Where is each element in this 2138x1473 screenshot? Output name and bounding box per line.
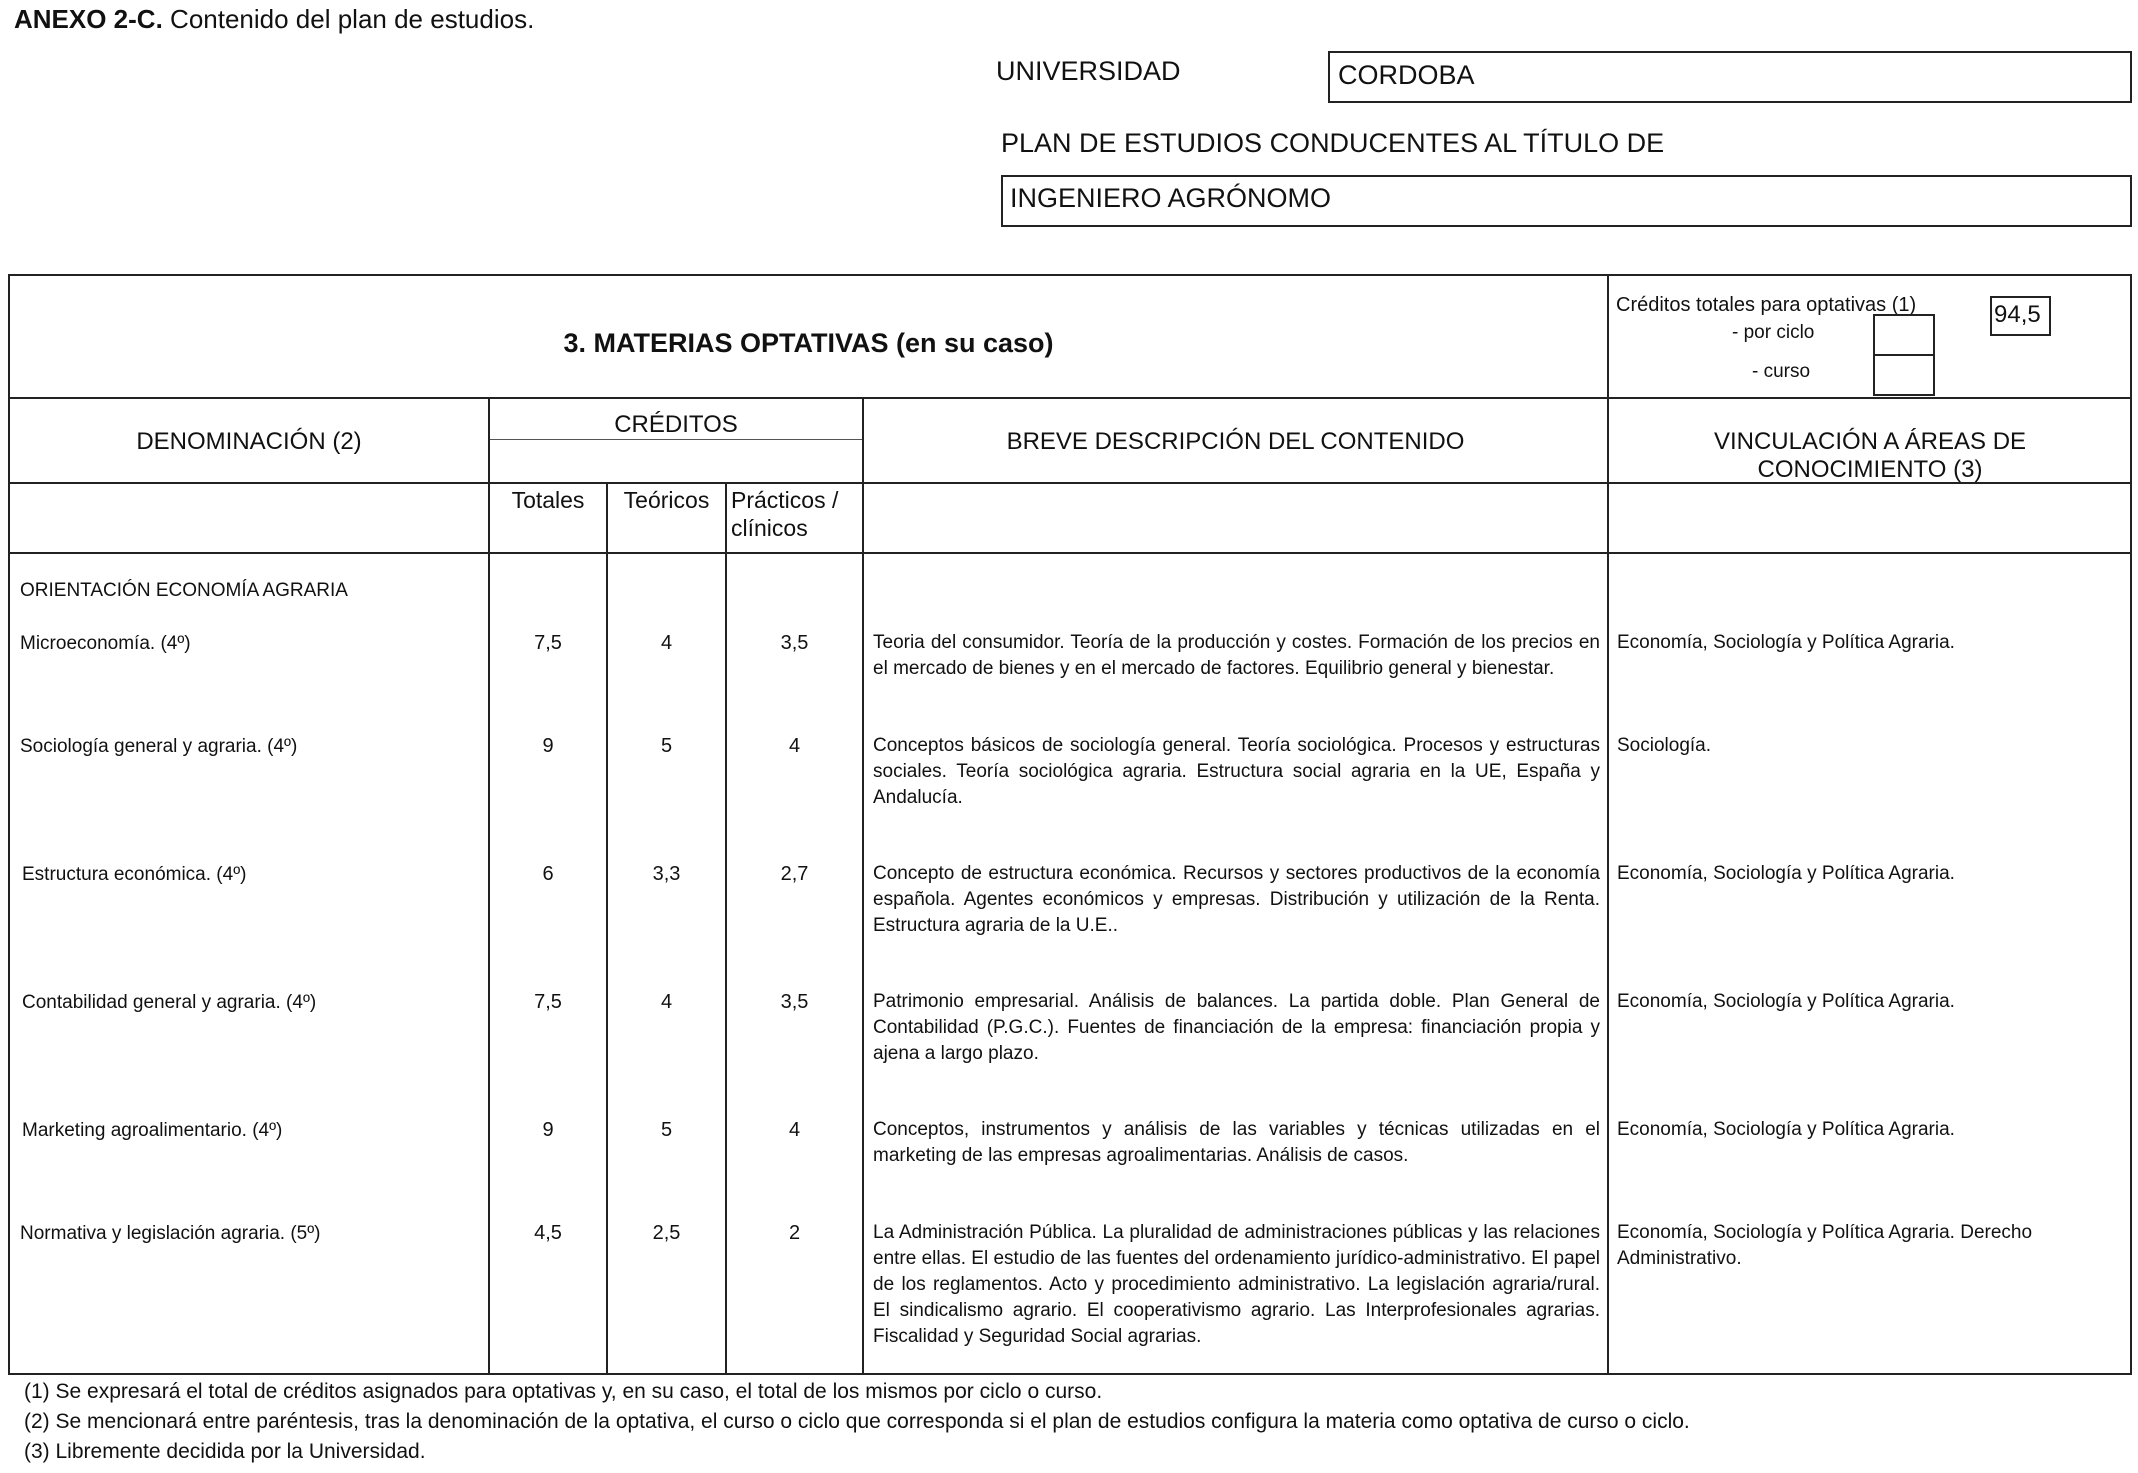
credits-teoricos: 4 bbox=[660, 991, 673, 1013]
knowledge-area: Economía, Sociología y Política Agraria. bbox=[1617, 632, 1955, 653]
credits-total-value: 94,5 bbox=[1994, 301, 2041, 328]
credits-teoricos: 4 bbox=[660, 632, 673, 654]
credits-teoricos: 5 bbox=[660, 735, 673, 757]
degree-value: INGENIERO AGRÓNOMO bbox=[1010, 183, 1332, 213]
group-label: ORIENTACIÓN ECONOMÍA AGRARIA bbox=[20, 580, 348, 601]
footnote-1: (1) Se expresará el total de créditos asignados para optativas y, en su caso, el total de los mismos por ciclo o curso. bbox=[24, 1380, 1103, 1403]
credits-practicos: 2 bbox=[788, 1222, 801, 1244]
credits-teoricos: 3,3 bbox=[652, 863, 681, 885]
table-rule bbox=[8, 397, 2132, 399]
knowledge-area: Economía, Sociología y Política Agraria. Derecho Administrativo. bbox=[1617, 1222, 2033, 1269]
credits-totales: 9 bbox=[542, 1119, 554, 1141]
annex-text: Contenido del plan de estudios. bbox=[162, 4, 535, 34]
university-label: UNIVERSIDAD bbox=[996, 56, 1181, 86]
subject-name: Microeconomía. (4º) bbox=[20, 633, 191, 654]
knowledge-area: Economía, Sociología y Política Agraria. bbox=[1617, 991, 1955, 1012]
credits-practicos: 3,5 bbox=[780, 991, 809, 1013]
plan-label: PLAN DE ESTUDIOS CONDUCENTES AL TÍTULO DE bbox=[1001, 128, 1665, 158]
table-rule bbox=[8, 552, 2132, 554]
per-course-label: - curso bbox=[1752, 361, 1811, 382]
credits-teoricos: 5 bbox=[660, 1119, 673, 1141]
per-cycle-label: - por ciclo bbox=[1732, 322, 1815, 343]
subject-description: Patrimonio empresarial. Análisis de balances. La partida doble. Plan General de Contabilidad (P.G.C.). Fuentes de financiación de la empresa: financiación propia y ajena a largo plazo. bbox=[873, 991, 1600, 1064]
knowledge-area: Economía, Sociología y Política Agraria. bbox=[1617, 1119, 1955, 1140]
footnote-2: (2) Se mencionará entre paréntesis, tras la denominación de la optativa, el curso o ciclo que corresponda si el plan de estudios configura la materia como optativa de curso o ciclo. bbox=[24, 1410, 1690, 1433]
table-border-right bbox=[2130, 274, 2132, 1375]
subject-description: Conceptos básicos de sociología general. Teoría sociológica. Procesos y estructuras sociales. Teoría sociológica agraria. Estructura social agraria en la UE, España y Andalucía. bbox=[873, 735, 1600, 808]
credits-practicos: 4 bbox=[788, 735, 801, 757]
annex-heading bbox=[14, 4, 534, 35]
subject-name: Contabilidad general y agraria. (4º) bbox=[22, 992, 317, 1013]
credits-totales: 4,5 bbox=[534, 1222, 562, 1244]
col-denominacion: DENOMINACIÓN (2) bbox=[136, 428, 362, 455]
subject-description: Teoria del consumidor. Teoría de la producción y costes. Formación de los precios en el mercado de bienes y en el mercado de factores. Equilibrio general y bienestar. bbox=[873, 632, 1600, 679]
table-rule bbox=[862, 397, 864, 1375]
col-totales: Totales bbox=[511, 487, 585, 513]
col-descripcion: BREVE DESCRIPCIÓN DEL CONTENIDO bbox=[1006, 428, 1465, 455]
subject-description: La Administración Pública. La pluralidad de administraciones públicas y las relaciones entre ellas. El estudio de las fuentes del ordenamiento jurídico-administrativo. El papel de los reglamentos. Acto y procedimiento administrativo. La legislación agraria/rural. El sindicalismo agrario. El cooperativismo agrario. Las Interprofesionales agrarias. Fiscalidad y Seguridad Social agrarias. bbox=[873, 1222, 1600, 1347]
col-vinculacion: VINCULACIÓN A ÁREAS DE CONOCIMIENTO (3) bbox=[1713, 428, 2027, 483]
per-course-box bbox=[1873, 354, 1935, 396]
table-rule bbox=[1607, 274, 1609, 1375]
subject-description: Conceptos, instrumentos y análisis de las variables y técnicas utilizadas en el marketing de las empresas agroalimentarias. Análisis de casos. bbox=[873, 1119, 1600, 1166]
subject-name: Sociología general y agraria. (4º) bbox=[20, 736, 298, 757]
footnote-3: (3) Libremente decidida por la Universidad. bbox=[24, 1440, 426, 1463]
credits-total-label: Créditos totales para optativas (1) bbox=[1616, 294, 1917, 316]
subject-name: Estructura económica. (4º) bbox=[22, 864, 247, 885]
subject-name: Marketing agroalimentario. (4º) bbox=[22, 1120, 283, 1141]
knowledge-area: Economía, Sociología y Política Agraria. bbox=[1617, 863, 1955, 884]
subject-name: Normativa y legislación agraria. (5º) bbox=[20, 1223, 321, 1244]
table-border-bottom bbox=[8, 1373, 2132, 1375]
credits-totales: 7,5 bbox=[534, 632, 562, 654]
col-practicos: Prácticos / clínicos bbox=[731, 487, 839, 541]
subject-description: Concepto de estructura económica. Recursos y sectores productivos de la economía española. Agentes económicos y empresas. Distribución y utilización de la Renta. Estructura agraria de la U.E.. bbox=[873, 863, 1600, 936]
annex-code: ANEXO 2-C. bbox=[14, 4, 163, 34]
university-value: CORDOBA bbox=[1338, 60, 1475, 90]
col-teoricos: Teóricos bbox=[623, 487, 710, 513]
section-title: 3. MATERIAS OPTATIVAS (en su caso) bbox=[563, 328, 1054, 358]
credits-totales: 6 bbox=[542, 863, 554, 885]
credits-totales: 7,5 bbox=[534, 991, 562, 1013]
knowledge-area: Sociología. bbox=[1617, 735, 1712, 756]
col-creditos: CRÉDITOS bbox=[614, 411, 738, 438]
credits-totales: 9 bbox=[542, 735, 554, 757]
per-cycle-box bbox=[1873, 314, 1935, 356]
table-rule bbox=[488, 439, 863, 440]
table-border-top bbox=[8, 274, 2132, 276]
credits-teoricos: 2,5 bbox=[652, 1222, 681, 1244]
credits-practicos: 4 bbox=[788, 1119, 801, 1141]
credits-practicos: 2,7 bbox=[780, 863, 809, 885]
credits-practicos: 3,5 bbox=[780, 632, 809, 654]
